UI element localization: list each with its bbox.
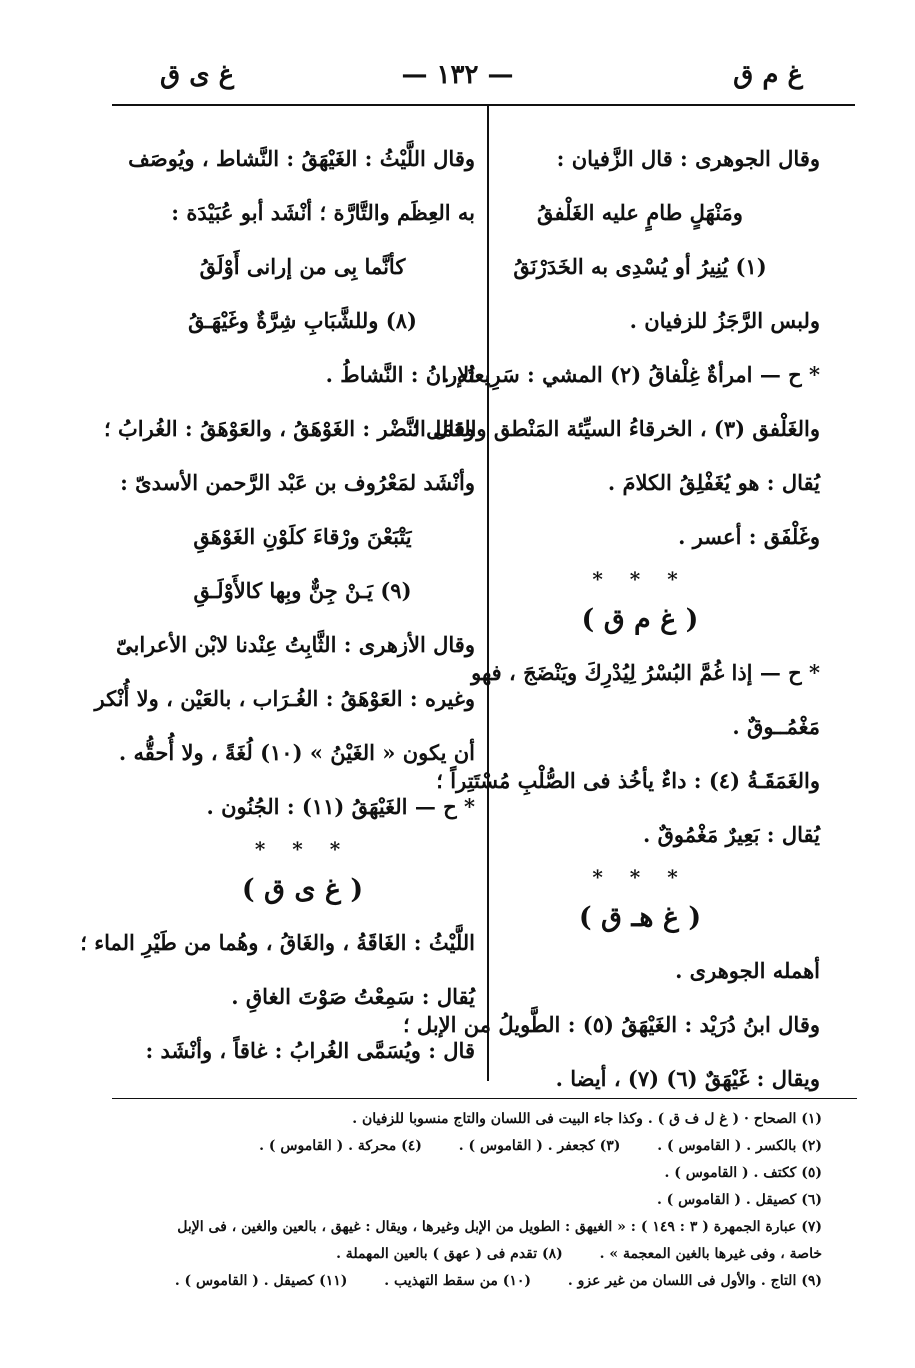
text-line: * ح — الغَيْهَقُ (١١) : الجُنُون .	[206, 794, 475, 819]
footnote: (٣) كجعفر . ( القاموس ) .	[458, 1138, 621, 1154]
header-right-root: غ م ق	[733, 60, 803, 90]
text-line: * ح — امرأةٌ غِلْفاقُ (٢) المشي : سَرِيعتُه .	[442, 362, 820, 387]
verse-line: (١) يُنِيرُ أو يُسْدِى به الخَدَرْنَقُ	[513, 254, 767, 279]
text-line: أهمله الجوهرى .	[675, 958, 820, 983]
footnote: (٧) عبارة الجمهرة ( ٣ : ١٤٩ ) : « الغيهق : الطويل من الإبل وغيرها ، ويقال : غيهق ، بالعين والغين ، فى الإبل	[177, 1219, 822, 1235]
text-line: يُقال : هو يُغَفْلِقُ الكلامَ .	[607, 470, 820, 495]
footnote: (٢) بالكسر . ( القاموس ) .	[657, 1138, 822, 1154]
text-line: اللَّيْثُ : الغَاقَةُ ، والغَاقُ ، وهُما من طَيْرِ الماء ؛	[80, 930, 475, 955]
text-line: مَغْمُــوقٌ .	[732, 714, 820, 739]
footnote-row	[112, 1241, 822, 1268]
section-separator: * * *	[254, 837, 351, 861]
verse-line: يَتْبَعْنَ ورْقاءَ كلَوْنِ الغَوْهَقِ	[193, 524, 412, 549]
text-line: يُقال : سَمِعْتُ صَوْتَ الغاقِ .	[231, 984, 475, 1009]
footnote-row	[112, 1133, 822, 1160]
footnote: (٩) التاج . والأول فى اللسان من غير عزو .	[567, 1273, 822, 1289]
text-line: * ح — إذا غُمَّ البُسْرُ لِيُدْرِكَ ويَنْضَجَ ، فهو	[471, 660, 820, 685]
text-line: وقال ابنُ دُرَيْد : الغَيْهَقُ (٥) : الطَّويلُ من الإبل ؛	[402, 1012, 820, 1037]
footnote-row	[112, 1268, 822, 1295]
section-separator: * * *	[592, 567, 688, 591]
text-line: والغَلْفق (٣) ، الخرقاءُ السيِّئة المَنْطق والعَمَل ؛	[412, 416, 820, 441]
text-line: والغَمَقَـةُ (٤) : داءٌ يأخُذ فى الصُّلْبِ مُسْتَتِراً ؛	[436, 768, 820, 793]
footnote: (٥) ككتف . ( القاموس ) .	[664, 1165, 822, 1181]
text-line: يُقال : بَعِيرٌ مَغْمُوقٌ .	[643, 822, 820, 847]
text-line: به العِظَم والتَّارَّة ؛ أنْشَد أبو عُبَيْدَة :	[171, 200, 475, 225]
text-line: وأنْشَد لمَعْرُوف بن عَبْد الرَّحمن الأسدىّ :	[120, 470, 475, 495]
footnotes	[112, 1106, 822, 1295]
section-heading: ( غ م ق )	[581, 604, 699, 635]
header-rule	[112, 104, 855, 106]
section-separator: * * *	[592, 865, 688, 889]
section-heading: ( غ هـ ق )	[578, 902, 702, 933]
header-left-root: غ ى ق	[160, 60, 235, 90]
footnote: (٦) كصيقل . ( القاموس ) .	[656, 1192, 822, 1208]
text-line: ولبس الرَّجَزُ للزفيان .	[629, 308, 820, 333]
text-line: وقال النَّضْر : الغَوْهَقُ ، والعَوْهَقُ : الغُرابُ ؛	[104, 416, 475, 441]
footnote: (١١) كصيقل . ( القاموس ) .	[174, 1273, 348, 1289]
text-line: وقال الجوهرى : قال الزَّفيان :	[556, 146, 820, 171]
text-line: أن يكون « الغَيْنُ » (١٠) لُغَةً ، ولا أُحقُّه .	[118, 740, 475, 765]
verse-line: كأنَّما بِى من إرانى أَوْلَقُ	[199, 254, 406, 279]
footnote-rule	[112, 1098, 857, 1099]
text-line: الإرانُ : النَّشاطُ .	[325, 362, 475, 387]
right-column	[402, 132, 820, 1106]
text-line: ويقال : غَيْهَقٌ (٦) (٧) ، أيضا .	[555, 1066, 820, 1091]
verse-line: (٩) يَـنْ جِنٌّ وبِها كالأَوْلَـقِ	[193, 578, 412, 603]
left-column	[80, 132, 475, 1078]
page-number: — ١٣٢ —	[401, 60, 514, 90]
footnote: (١) الصحاح · ( غ ل ف ق ) . وكذا جاء البيت فى اللسان والتاج منسوبا للزفيان .	[352, 1111, 822, 1127]
text-line: وغَلْفَق : أعسر .	[678, 524, 820, 549]
footnote: (٨) تقدم فى ( عهق ) بالعين المهملة .	[336, 1246, 563, 1262]
text-line: وغيره : العَوْهَقُ : الغُـرَاب ، بالعَيْن ، ولا أُنْكر	[94, 686, 475, 711]
text-line: قال : ويُسَمَّى الغُرابُ : غاقاً ، وأنْشَد :	[145, 1038, 475, 1063]
verse-line: ومَنْهَلٍ طامٍ عليه الغَلْفقُ	[537, 200, 743, 225]
text-line: وقال الأزهرى : الثَّابِتُ عِنْدنا لابْن الأعرابىّ	[116, 632, 475, 657]
footnote: خاصة ، وفى غيرها بالغين المعجمة » .	[599, 1246, 822, 1262]
text-line: وقال اللَّيْثُ : الغَيْهَقُ : النَّشاط ، ويُوصَف	[128, 146, 475, 171]
footnote: (١٠) من سقط التهذيب .	[384, 1273, 532, 1289]
footnote: (٤) محركة . ( القاموس ) .	[259, 1138, 422, 1154]
verse-line: (٨) وللشَّبَابِ شِرَّةٌ وغَيْهَـقُ	[188, 308, 417, 333]
section-heading: ( غ ى ق )	[241, 874, 364, 905]
